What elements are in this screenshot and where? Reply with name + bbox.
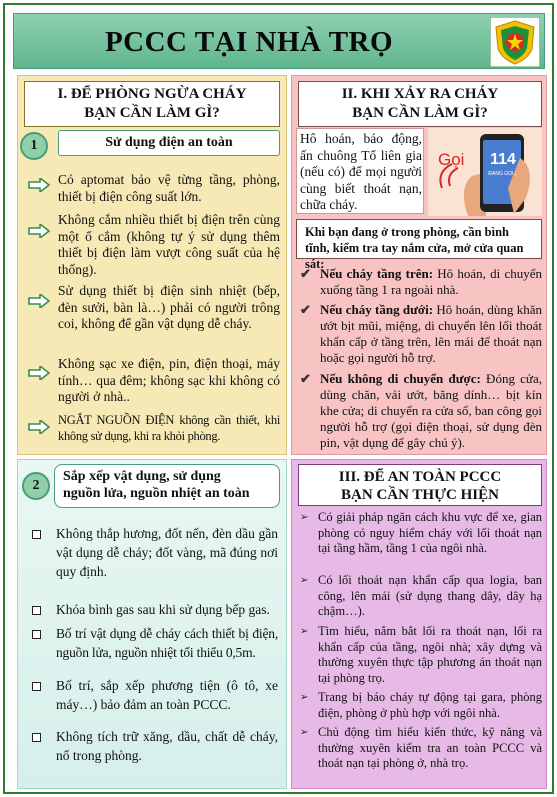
checkbox-icon xyxy=(32,682,41,691)
arrangement-item: Không tích trữ xăng, dầu, chất dễ cháy, nổ trong phòng. xyxy=(56,729,278,763)
page-title: PCCC TẠI NHÀ TRỌ xyxy=(104,26,394,58)
section2-title-line2: BẠN CẦN LÀM GÌ? xyxy=(352,105,488,121)
checkbox-icon xyxy=(32,606,41,615)
fire-police-emblem-icon xyxy=(490,17,540,67)
step-number-2: 2 xyxy=(22,472,50,500)
arrangement-item: Bố trí, sắp xếp phương tiện (ô tô, xe máy…) bảo đảm an toàn PCCC. xyxy=(56,678,278,712)
prevention-item: Có aptomat bảo vệ từng tầng, phòng, thiết bị điện công suất lớn. xyxy=(58,172,280,204)
section3-title-line1: III. ĐỂ AN TOÀN PCCC xyxy=(338,469,502,485)
triangle-bullet-icon: ➢ xyxy=(300,727,309,738)
safety-item: Có giải pháp ngăn cách khu vực để xe, gian phòng có nguy hiểm cháy với lối thoát nạn tại tầng hầm, tầng 1 của ngôi nhà. xyxy=(318,510,542,555)
safety-item: Chủ động tìm hiểu kiến thức, kỹ năng và thường xuyên kiểm tra an toàn PCCC và thoát nạn tại phòng ở, nhà trọ. xyxy=(318,725,542,770)
triangle-bullet-icon: ➢ xyxy=(300,575,309,586)
sub1-title: Sử dụng điện an toàn xyxy=(58,130,280,156)
safety-item: Trang bị báo cháy tự động tại gara, phòng điện, phòng ở phù hợp với ngôi nhà. xyxy=(318,690,542,720)
fire-action-item: Nếu không di chuyển được: Đóng cửa, dùng chăn, vải ướt, băng dính… bịt kín khe cửa; di chuyển ra cửa sổ, ban công gọi người hỗ trợ (gọi điện thoại, sử dụng đèn pin, vật dụng để gây chú ý). xyxy=(320,371,543,450)
checkbox-icon xyxy=(32,733,41,742)
prevention-item: Sử dụng thiết bị điện sinh nhiệt (bếp, đèn sưởi, bàn là…) phải có người trông coi, không để gần vật dụng dễ cháy. xyxy=(58,283,280,331)
prevention-item: Không cắm nhiều thiết bị điện trên cùng một ổ cắm (không tự ý sử dụng thêm thiết bị điện làm vượt công suất của hệ thống). xyxy=(58,212,280,277)
calling-label: ĐANG GỌI... xyxy=(488,171,518,177)
safety-item: Tìm hiểu, nắm bắt lối ra thoát nạn, lối ra khẩn cấp của tầng, ngôi nhà; xây dựng và thường xuyên thực tập phương án thoát nạn tại phòng trọ. xyxy=(318,624,542,685)
sub2-title-line2: nguồn lửa, nguồn nhiệt an toàn xyxy=(63,486,250,501)
arrow-right-icon xyxy=(28,294,50,308)
section1-title-box xyxy=(24,81,280,127)
poster xyxy=(3,3,554,794)
section2-title-line1: II. KHI XẢY RA CHÁY xyxy=(341,86,499,102)
section3-title-line2: BẠN CẦN THỰC HIỆN xyxy=(341,487,499,503)
arrangement-item: Khóa bình gas sau khi sử dụng bếp gas. xyxy=(56,602,270,617)
call-text: Gọi xyxy=(438,150,465,169)
emergency-number: 114 xyxy=(490,151,516,168)
section1-title-line1: I. ĐỂ PHÒNG NGỪA CHÁY xyxy=(57,86,247,102)
arrow-right-icon xyxy=(28,224,50,238)
section-prevention xyxy=(17,75,287,455)
sub2-title-line1: Sắp xếp vật dụng, sử dụng xyxy=(63,469,221,484)
section1-title-line2: BẠN CẦN LÀM GÌ? xyxy=(84,105,220,121)
triangle-bullet-icon: ➢ xyxy=(300,692,309,703)
calm-note: Khi bạn đang ở trong phòng, cần bình tĩnh, kiểm tra tay nắm cửa, mở cửa quan sát: xyxy=(296,219,542,259)
checkbox-icon xyxy=(32,530,41,539)
triangle-bullet-icon: ➢ xyxy=(300,626,309,637)
alarm-intro: Hô hoán, báo động, ấn chuông Tổ liên gia (nếu có) để mọi người cùng biết thoát nạn, chữa cháy. xyxy=(300,131,422,212)
triangle-bullet-icon: ➢ xyxy=(300,512,309,523)
section3-title-box xyxy=(298,464,542,506)
arrangement-item: Bố trí vật dụng dễ cháy cách thiết bị điện, nguồn lửa, nguồn nhiệt tối thiểu 0,5m. xyxy=(56,626,278,660)
fire-action-item: Nếu cháy tầng dưới: Hô hoán, dùng khăn ướt bịt mũi, miệng, di chuyển lên lối thoát khẩn cấp ở tầng trên, lên mái để thoát nạn hoặc gọi người hỗ trợ. xyxy=(320,302,542,365)
check-icon: ✔ xyxy=(300,371,311,386)
arrangement-item: Không thắp hương, đốt nến, đèn dầu gần vật dụng dễ cháy; đốt vàng, mã đúng nơi quy định. xyxy=(56,526,278,579)
arrow-right-icon xyxy=(28,420,50,434)
sub2-title-box xyxy=(54,464,280,508)
checkbox-icon xyxy=(32,630,41,639)
section-arrangement xyxy=(17,459,287,789)
check-icon: ✔ xyxy=(300,266,311,281)
section-when-fire xyxy=(291,75,547,455)
safety-item: Có lối thoát nạn khẩn cấp qua logia, ban công, lên mái (sử dụng thang dây, dây hạ chậm…). xyxy=(318,573,542,618)
fire-action-item: Nếu cháy tầng trên: Hô hoán, di chuyển xuống tầng 1 ra ngoài nhà. xyxy=(320,266,542,297)
arrow-right-icon xyxy=(28,366,50,380)
section2-title-box xyxy=(298,81,542,127)
prevention-item: NGẮT NGUỒN ĐIỆN không cần thiết, khi không sử dụng, khi ra khỏi phòng. xyxy=(58,413,280,443)
check-icon: ✔ xyxy=(300,302,311,317)
section-safety xyxy=(291,459,547,789)
arrow-right-icon xyxy=(28,178,50,192)
prevention-item: Không sạc xe điện, pin, điện thoại, máy tính… qua đêm; không sạc khi không có người ở nhà.. xyxy=(58,356,280,404)
header-banner xyxy=(13,13,545,69)
step-number-1: 1 xyxy=(20,132,48,160)
